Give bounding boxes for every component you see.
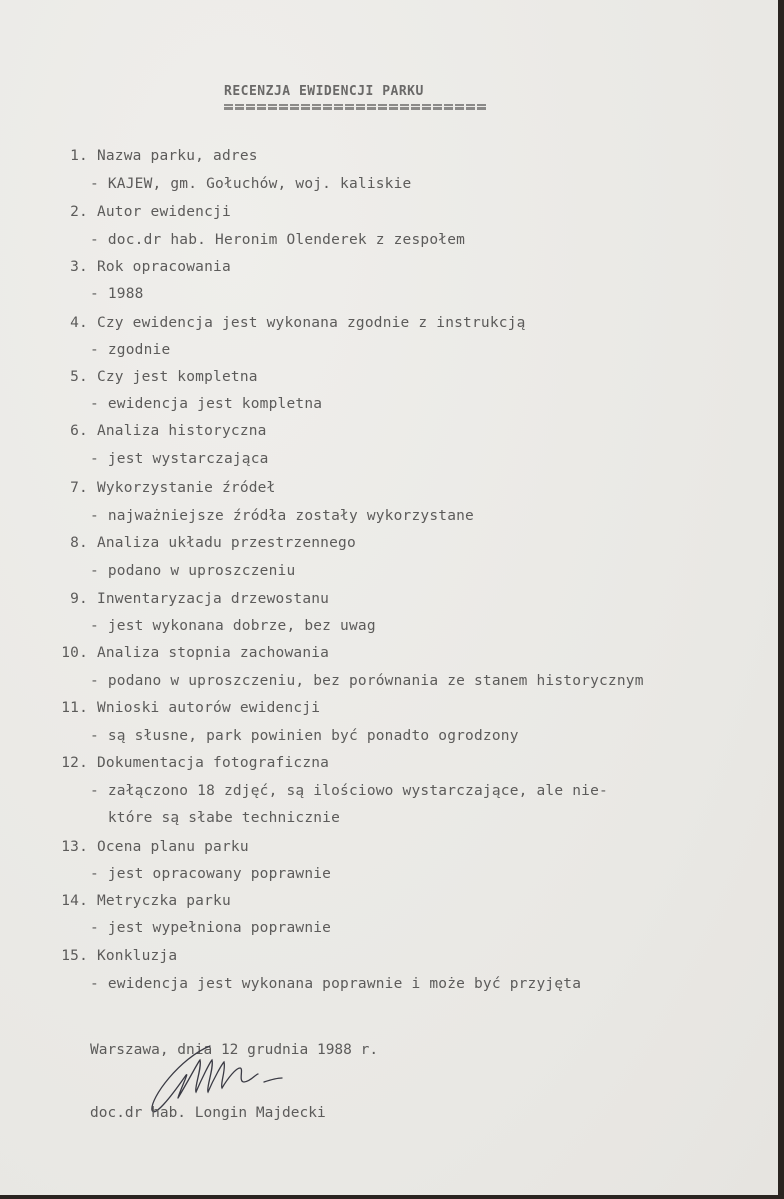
item-5-answer: - ewidencja jest kompletna [90,396,323,412]
item-7-answer: - najważniejsze źródła zostały wykorzystane [90,508,474,524]
item-9-question: 9. Inwentaryzacja drzewostanu [70,591,330,607]
item-7-question: 7. Wykorzystanie źródeł [70,480,276,496]
item-3-answer: - 1988 [90,286,144,302]
item-15-question: 15. Konkluzja [61,948,178,964]
item-10-answer: - podano w uproszczeniu, bez porównania ze stanem historycznym [90,673,644,689]
item-6-answer: - jest wystarczająca [90,451,269,467]
item-13-answer: - jest opracowany poprawnie [90,866,332,882]
item-1-answer: - KAJEW, gm. Gołuchów, woj. kaliskie [90,176,412,192]
place-date: Warszawa, dnia 12 grudnia 1988 r. [90,1042,379,1058]
item-14-answer: - jest wypełniona poprawnie [90,920,332,936]
item-8-answer: - podano w uproszczeniu [90,563,296,579]
item-8-question: 8. Analiza układu przestrzennego [70,535,356,551]
item-6-question: 6. Analiza historyczna [70,423,267,439]
item-9-answer: - jest wykonana dobrze, bez uwag [90,618,376,634]
item-4-answer: - zgodnie [90,342,171,358]
item-2-answer: - doc.dr hab. Heronim Olenderek z zespołem [90,232,466,248]
item-11-question: 11. Wnioski autorów ewidencji [61,700,321,716]
item-2-question: 2. Autor ewidencji [70,204,231,220]
item-1-question: 1. Nazwa parku, adres [70,148,258,164]
item-5-question: 5. Czy jest kompletna [70,369,258,385]
item-12-question: 12. Dokumentacja fotograficzna [61,755,330,771]
item-3-question: 3. Rok opracowania [70,259,231,275]
signatory-name: doc.dr hab. Longin Majdecki [90,1105,326,1121]
item-12-answer-line-2: które są słabe technicznie [90,810,341,826]
item-15-answer: - ewidencja jest wykonana poprawnie i może być przyjęta [90,976,582,992]
item-13-question: 13. Ocena planu parku [61,839,249,855]
item-12-answer-line-1: - załączono 18 zdjęć, są ilościowo wystarczające, ale nie- [90,783,608,799]
item-11-answer: - są słusne, park powinien być ponadto ogrodzony [90,728,519,744]
item-14-question: 14. Metryczka parku [61,893,231,909]
item-4-question: 4. Czy ewidencja jest wykonana zgodnie z instrukcją [70,315,526,331]
item-10-question: 10. Analiza stopnia zachowania [61,645,330,661]
title-underline [224,104,486,110]
document-title: RECENZJA EWIDENCJI PARKU [224,84,424,99]
